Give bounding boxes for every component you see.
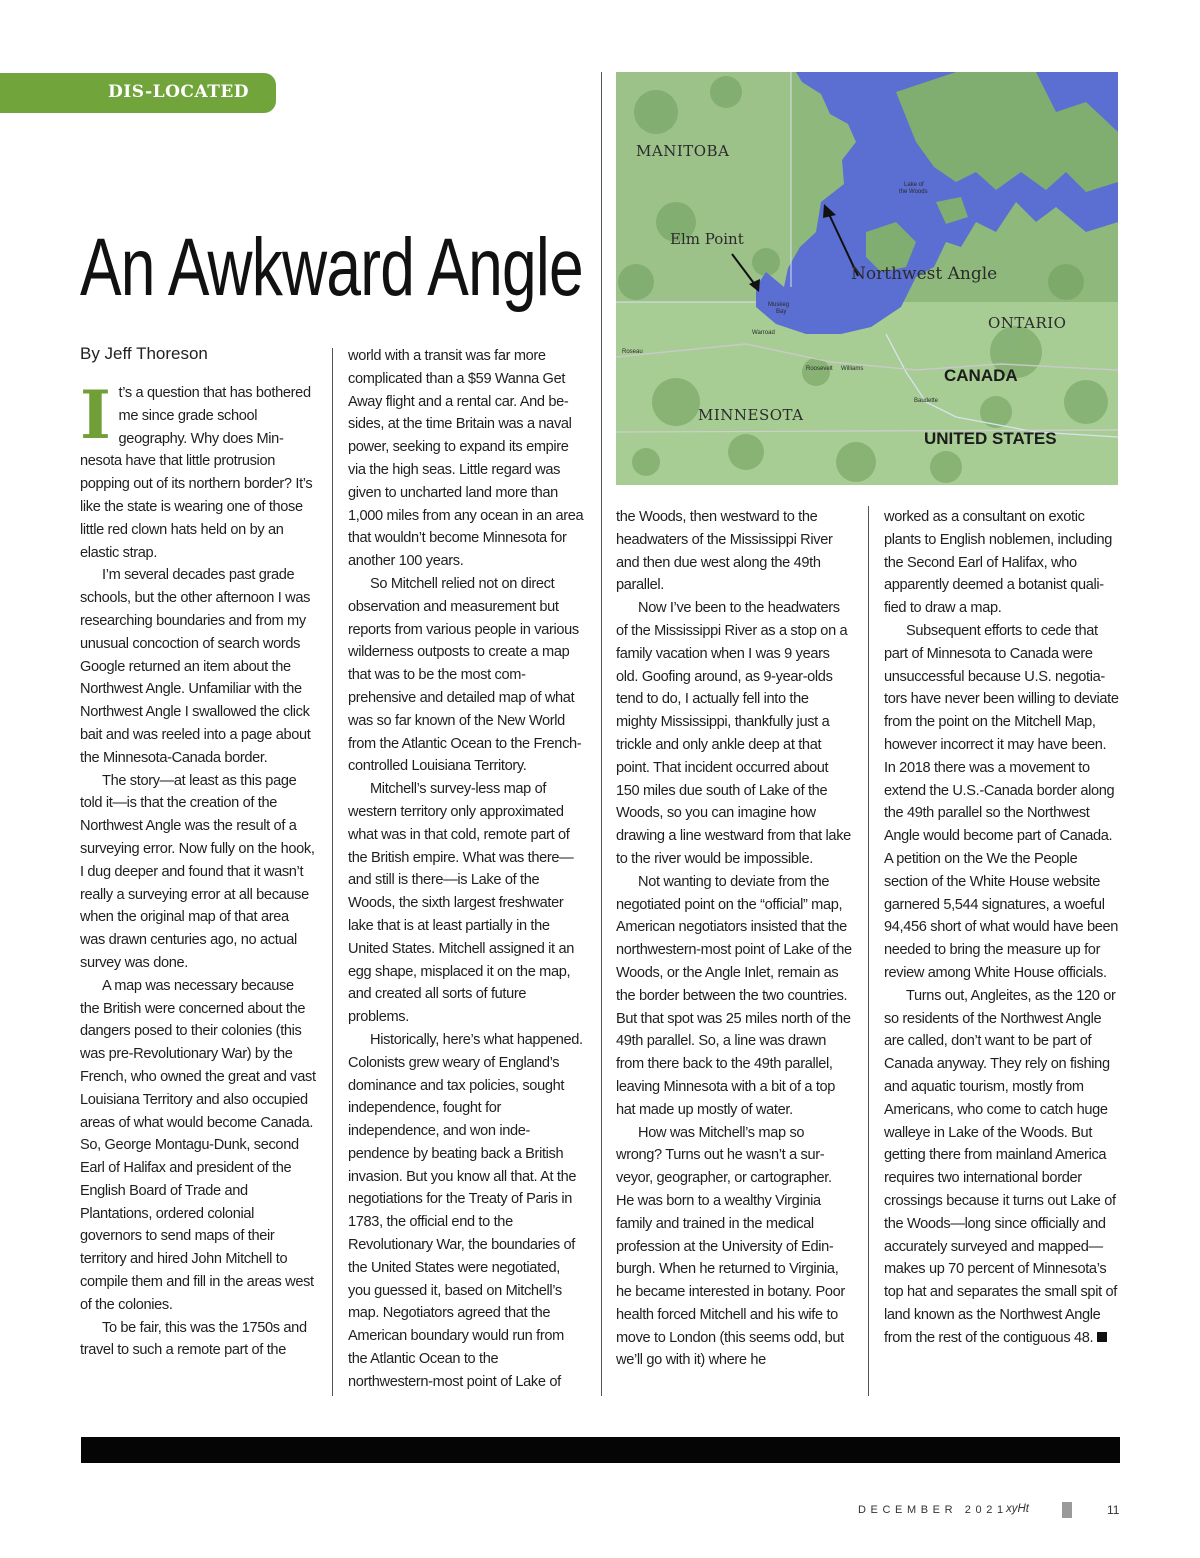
paragraph: Now I’ve been to the headwaters of the Mississippi River as a stop on a family vacation when I was 9 years old. Goofing around, as 9-year-olds tend to do, I actually fell into the mighty Mississippi, thankfully just a trickle and only ankle deep at that point. That incident occurred about 150 miles due south of Lake of the Woods, so you can imagine how drawing a line westward from that lake to the river would be impossible. [616, 600, 851, 867]
paragraph: Turns out, Angleites, as the 120 or so residents of the Northwest Angle are called, don’t want to be part of Canada anyway. They rely on fishing and aquatic tourism, mostly from Americans, who come to catch huge walleye in Lake of the Woods. But getting there from mainland America requires two international border crossings because it turns out Lake of the Woods—long since officially and accurately surveyed and mapped—makes up 70 percent of Minnesota’s top hat and separates the small spit of land known as the Northwest Angle from the rest of the contiguous 48. [884, 987, 1117, 1346]
map-label-united-states: UNITED STATES [924, 429, 1057, 448]
section-tab-label: DIS-LOCATED [108, 82, 250, 102]
map-label-roseau: Roseau [622, 349, 643, 355]
folio-date: DECEMBER 2021 [858, 1504, 1008, 1516]
article-column-2 [348, 345, 584, 1394]
map-label-williams: Williams [841, 366, 864, 372]
paragraph: Historically, here’s what happened. Colonists grew weary of England’s dominance and tax policies, sought independence, fought for independence, and won independence by beating back a British invasion. But you know all that. At the negotiations for the Treaty of Paris in 1783, the official end to the Revolutionary War, the boundaries of the United States were negotiated, you guessed it, based on Mitchell’s map. Negotiators agreed that the American boundary would run from the Atlantic Ocean to the northwestern-most point of Lake of [348, 1031, 583, 1390]
map-label-manitoba: MANITOBA [636, 142, 730, 160]
end-mark-icon [1097, 1332, 1107, 1342]
map-label-canada: CANADA [944, 366, 1018, 385]
paragraph: Subsequent efforts to cede that part of Minnesota to Canada were unsuccessful because U.S. negotiators have never been willing to deviate from the point on the Mitchell Map, however incorrect it may have been. In 2018 there was a movement to extend the U.S.-Canada border along the 49th parallel so the Northwest Angle would become part of Canada. A petition on the We the People section of the White House website garnered 5,544 signatures, a woeful 94,456 short of what would have been needed to bring the measure up for review among White House officials. [884, 622, 1119, 981]
paragraph: It’s a question that has bothered me since grade school geography. Why does Minnesota have that little protrusion popping out of its northern border? It’s like the state is wearing one of those little red clown hats held on by an elastic strap. [80, 376, 313, 561]
map-label-lake-of-woods: Lake of [904, 182, 924, 188]
map-label-muskeg: Muskeg [768, 302, 790, 308]
page-number: 11 [1107, 1503, 1120, 1517]
paragraph: So Mitchell relied not on direct observation and measurement but reports from various people in various wilderness outposts to create a map that was to be the most comprehensive and detailed map of what was so far known of the New World from the Atlantic Ocean to the French-controlled Louisiana Territory. [348, 575, 582, 775]
article-column-4 [884, 506, 1120, 1349]
paragraph: the Woods, then westward to the headwaters of the Mississippi River and then due west along the 49th parallel. [616, 509, 833, 594]
byline: By Jeff Thoreson [80, 344, 208, 363]
column-divider-1 [332, 348, 333, 1396]
footer-bar [81, 1437, 1120, 1463]
map-label-ontario: ONTARIO [988, 314, 1067, 332]
map-label-elm-point: Elm Point [670, 230, 744, 248]
paragraph: A map was necessary because the British were concerned about the dangers posed to their colonies (this was pre-Revolutionary War) by the French, who owned the great and vast Louisiana Territory and also occupied areas of what would become Canada. So, George Montagu-Dunk, second Earl of Halifax and president of the English Board of Trade and Plantations, ordered colonial governors to send maps of their territory and hired John Mitchell to compile them and fill in the areas west of the colonies. [80, 977, 316, 1313]
map-label-roosevelt: Roosevelt [806, 366, 833, 372]
paragraph: To be fair, this was the 1750s and travel to such a remote part of the [80, 1319, 307, 1359]
paragraph: Mitchell’s survey-less map of western territory only approximated what was in that cold, remote part of the British empire. What was there—and still is there—is Lake of the Woods, the sixth largest freshwater lake that is at least partially in the United States. Mitchell assigned it an egg shape, misplaced it on the map, and created all sorts of future problems. [348, 781, 575, 1026]
map-label-warroad: Warroad [752, 330, 775, 336]
map-label-minnesota: MINNESOTA [698, 406, 804, 424]
article-title: An Awkward Angle [80, 222, 583, 313]
column-divider-3 [868, 506, 869, 1396]
article-column-3 [616, 506, 852, 1372]
paragraph: How was Mitchell’s map so wrong? Turns out he wasn’t a surveyor, geographer, or cartographer. He was born to a wealthy Virginia family and trained in the medical profession at the University of Edinburgh. When he returned to Virginia, he became interested in botany. Poor health forced Mitchell and his wife to move to London (this seems odd, but we’ll go with it) where he [616, 1124, 845, 1369]
paragraph: The story—at least as this page told it—is that the creation of the Northwest Angle was the result of a surveying error. Now fully on the hook, I dug deeper and found that it wasn’t really a surveying error at all because when the original map of that area was drawn centuries ago, no actual survey was done. [80, 772, 315, 971]
paragraph: I’m several decades past grade schools, but the other afternoon I was researching boundaries and from my unusual concoction of search words Google returned an item about the Northwest Angle. Unfamiliar with the Northwest Angle I swallowed the click bait and was reeled into a page about the Minnesota-Canada border. [80, 567, 311, 766]
section-tab [0, 73, 276, 113]
article-column-1 [80, 376, 316, 1362]
column-divider-2 [601, 72, 602, 1396]
paragraph: world with a transit was far more complicated than a $59 Wanna Get Away flight and a rental car. And besides, at the time Britain was a naval power, seeking to expand its empire via the high seas. Little regard was given to uncharted land more than 1,000 miles from any ocean in an area that wouldn’t become Minnesota for another 100 years. [348, 348, 584, 570]
folio-divider [1062, 1502, 1072, 1518]
map-label-northwest-angle: Northwest Angle [851, 264, 998, 284]
map-label-bay: Bay [776, 309, 787, 315]
paragraph: Not wanting to deviate from the negotiated point on the “official” map, American negotiators insisted that the northwestern-most point of Lake of the Woods, or the Angle Inlet, remain as the border between the two countries. But that spot was 25 miles north of the 49th parallel. So, a line was drawn from there back to the 49th parallel, leaving Minnesota with a bit of a top hat made up mostly of water. [616, 873, 852, 1118]
folio-magazine: xyHt [1006, 1503, 1029, 1515]
paragraph: worked as a consultant on exotic plants to English noblemen, including the Second Earl of Halifax, who apparently deemed a botanist qualified to draw a map. [884, 509, 1113, 617]
drop-cap: I [80, 376, 111, 454]
northwest-angle-map [616, 72, 1118, 485]
map-label-baudette: Baudette [914, 398, 939, 404]
map-label-lake-of-woods-2: the Woods [899, 189, 928, 195]
